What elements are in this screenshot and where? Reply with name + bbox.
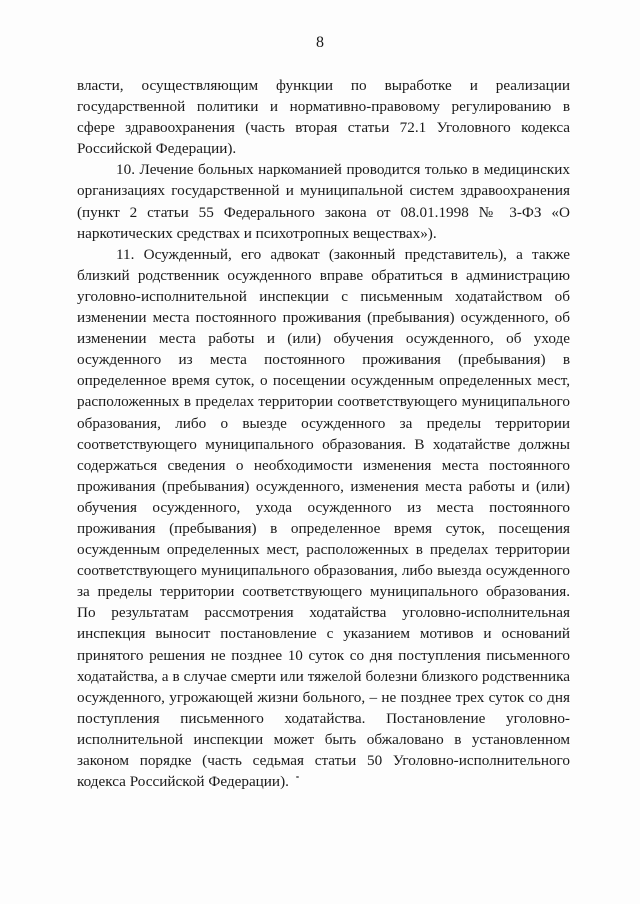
paragraph-item-10: 10. Лечение больных наркоманией проводится только в медицинских организациях государственной и муниципальной систем здравоохранения (пункт 2 статьи 55 Федерального закона от 08.01.1998 № 3-ФЗ «О наркотических средствах и психотропных веществах»).	[77, 161, 570, 242]
page-number: 8	[316, 34, 324, 51]
paragraph-continuation: власти, осуществляющим функции по выработке и реализации государственной политики и нормативно-правовому регулированию в сфере здравоохранения (часть вторая статьи 72.1 Уголовного кодекса Российской Федерации).	[77, 77, 570, 158]
paragraph-item-11: 11. Осужденный, его адвокат (законный представитель), а также близкий родственник осужденного вправе обратиться в администрацию уголовно-исполнительной инспекции с письменным ходатайством об изменении места постоянного проживания (пребывания) осужденного, об изменении места работы и (или) обучения осужденного, об уходе осужденного из места постоянного проживания (пребывания) в определенное время суток, о посещении осужденным определенных мест, расположенных в пределах территории соответствующего муниципального образования, либо о выезде осужденного за пределы территории соответствующего муниципального образования. В ходатайстве должны содержаться сведения о необходимости изменения места постоянного проживания (пребывания) осужденного, изменения места работы и (или) обучения осужденного, ухода осужденного из места постоянного проживания (пребывания) в определенное время суток, посещения осужденным определенных мест, расположенных в пределах территории соответствующего муниципального образования, либо выезда осужденного за пределы территории соответствующего муниципального образования. По результатам рассмотрения ходатайства уголовно-исполнительная инспекция выносит постановление с указанием мотивов и оснований принятого решения не позднее 10 суток со дня поступления письменного ходатайства, а в случае смерти или тяжелой болезни близкого родственника осужденного, угрожающей жизни больного, – не позднее трех суток со дня поступления письменного ходатайства. Постановление уголовно-исполнительной инспекции может быть обжаловано в установленном законом порядке (часть седьмая статьи 50 Уголовно-исполнительного кодекса Российской Федерации).	[77, 245, 570, 791]
scan-speck	[296, 776, 299, 778]
document-body	[77, 75, 570, 792]
